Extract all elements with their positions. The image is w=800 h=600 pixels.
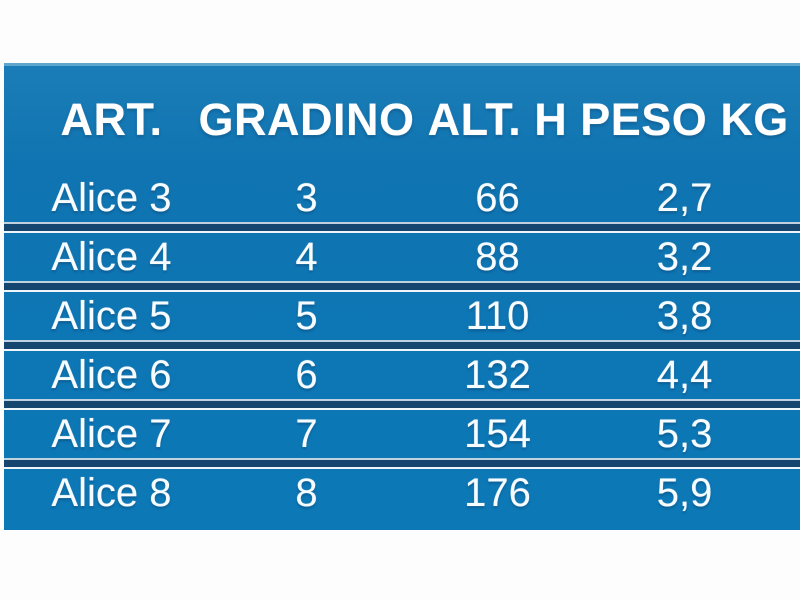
cell-art: Alice 7 bbox=[51, 411, 172, 456]
cell-gradino: 8 bbox=[295, 470, 318, 515]
cell-alt-h: 110 bbox=[465, 293, 530, 338]
table-row bbox=[4, 174, 800, 222]
cell-gradino: 6 bbox=[295, 352, 318, 397]
cell-gradino: 3 bbox=[295, 175, 318, 220]
cell-gradino: 4 bbox=[295, 234, 318, 279]
row-spacer bbox=[768, 469, 800, 517]
table-row bbox=[4, 469, 800, 517]
header-art: ART. bbox=[60, 94, 163, 145]
cell-art: Alice 5 bbox=[51, 293, 172, 338]
table-row bbox=[4, 351, 800, 399]
cell-art: Alice 6 bbox=[51, 352, 172, 397]
cell-art: Alice 4 bbox=[51, 234, 172, 279]
cell-art: Alice 8 bbox=[51, 470, 172, 515]
row-separator bbox=[4, 458, 800, 469]
cell-peso-kg: 3,8 bbox=[656, 293, 713, 338]
table-row bbox=[4, 292, 800, 340]
header-peso-kg: PESO KG bbox=[580, 94, 789, 145]
cell-alt-h: 66 bbox=[475, 175, 520, 220]
table-body bbox=[4, 174, 800, 517]
cell-peso-kg: 5,3 bbox=[656, 411, 713, 456]
row-separator bbox=[4, 222, 800, 233]
cell-peso-kg: 2,7 bbox=[656, 175, 713, 220]
cell-alt-h: 176 bbox=[464, 470, 531, 515]
cell-peso-kg: 4,4 bbox=[656, 352, 713, 397]
header-alt-h: ALT. H bbox=[427, 94, 568, 145]
row-spacer bbox=[768, 233, 800, 281]
row-spacer bbox=[768, 174, 800, 222]
row-spacer bbox=[768, 351, 800, 399]
table-row bbox=[4, 233, 800, 281]
row-spacer bbox=[768, 410, 800, 458]
row-separator bbox=[4, 399, 800, 410]
cell-gradino: 5 bbox=[295, 293, 318, 338]
cell-gradino: 7 bbox=[295, 411, 318, 456]
row-separator bbox=[4, 340, 800, 351]
cell-art: Alice 3 bbox=[51, 175, 172, 220]
row-separator bbox=[4, 281, 800, 292]
table-row bbox=[4, 410, 800, 458]
cell-alt-h: 132 bbox=[464, 352, 531, 397]
spec-table-panel bbox=[4, 63, 800, 530]
cell-alt-h: 88 bbox=[475, 234, 520, 279]
header-spacer bbox=[768, 66, 800, 174]
cell-peso-kg: 5,9 bbox=[656, 470, 713, 515]
cell-peso-kg: 3,2 bbox=[656, 234, 713, 279]
row-spacer bbox=[768, 292, 800, 340]
table-header-row bbox=[4, 66, 800, 174]
cell-alt-h: 154 bbox=[464, 411, 531, 456]
header-gradino: GRADINO bbox=[198, 94, 415, 145]
